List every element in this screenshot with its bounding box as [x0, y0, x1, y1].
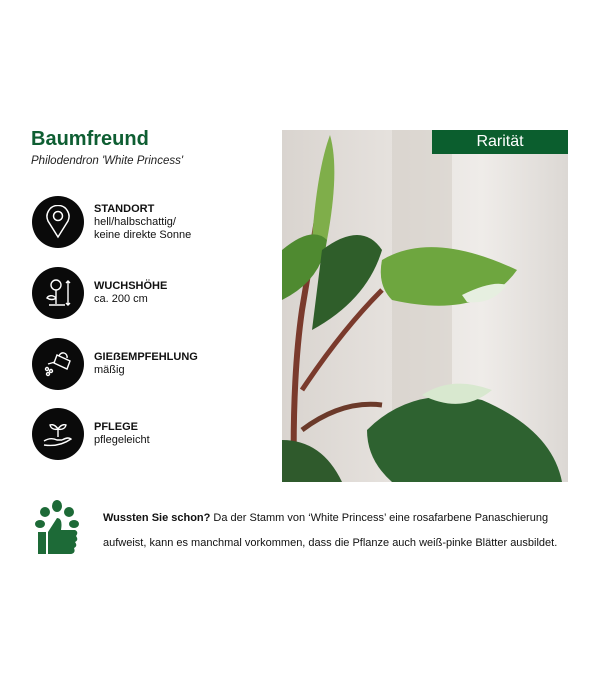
feature-value: mäßig [94, 364, 125, 376]
feature-label: WUCHSHÖHE [94, 280, 168, 292]
feature-pflege [32, 408, 150, 460]
feature-giessempfehlung [32, 338, 198, 390]
feature-label: GIEẞEMPFEHLUNG [94, 351, 198, 363]
feature-standort [32, 196, 191, 248]
product-photo [282, 130, 568, 482]
thumbs-up-tree-icon [35, 500, 79, 561]
feature-value: ca. 200 cm [94, 293, 148, 305]
feature-label: STANDORT [94, 202, 155, 215]
location-pin-icon [32, 196, 84, 248]
product-subtitle: Philodendron 'White Princess' [31, 155, 184, 167]
product-title: Baumfreund [31, 128, 149, 150]
watering-can-icon [32, 338, 84, 390]
plant-illustration [282, 130, 568, 482]
hand-plant-icon [32, 408, 84, 460]
tip-text: Da der Stamm von ‘White Princess’ eine rosafarbene Panaschierung aufweist, kann es manchmal vorkommen, dass die Pflanze auch weiß-pinke Blätter ausbildet. [103, 512, 558, 549]
feature-value: pflegeleicht [94, 434, 150, 446]
feature-value: keine direkte Sonne [94, 228, 192, 241]
tip-heading: Wussten Sie schon? [103, 512, 211, 524]
feature-value: hell/halbschattig/ [94, 215, 176, 228]
feature-label: PFLEGE [94, 421, 139, 433]
feature-wuchshoehe [32, 267, 167, 319]
rarity-badge: Rarität [432, 130, 568, 154]
did-you-know [35, 500, 573, 561]
plant-height-icon [32, 267, 84, 319]
